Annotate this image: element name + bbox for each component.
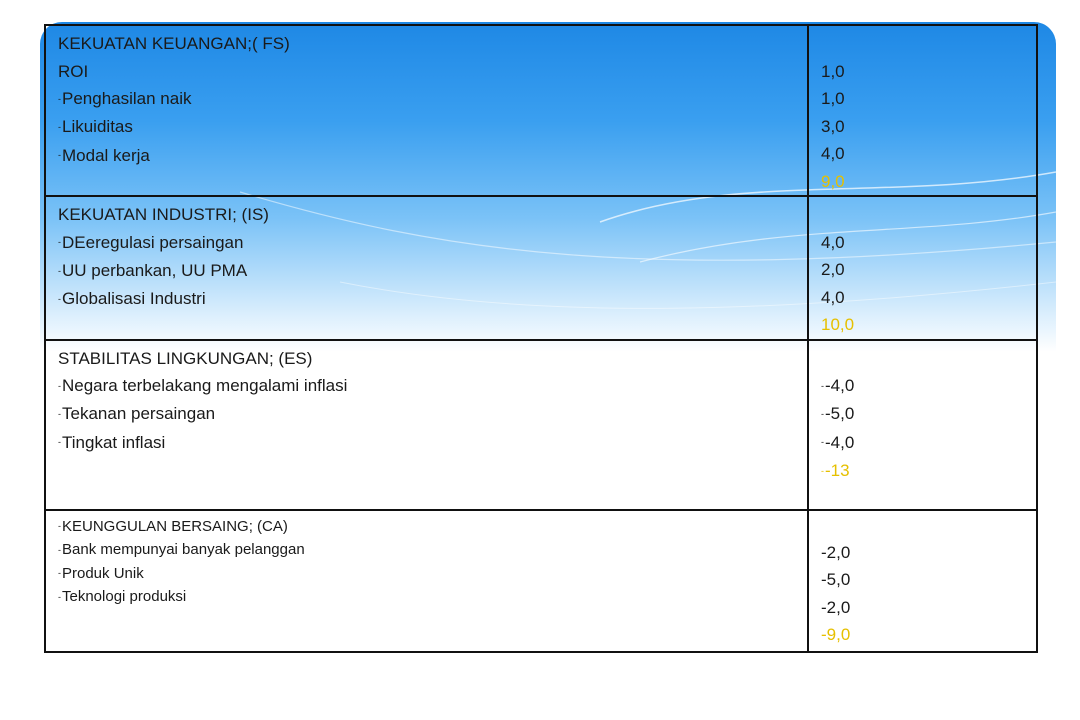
item-value: 4,0 [821, 232, 845, 252]
list-item [58, 229, 795, 257]
section-value-cell [808, 340, 1037, 510]
item-value: -2,0 [821, 597, 851, 617]
section-value-cell [808, 510, 1037, 652]
bullet-dash: - [58, 293, 61, 304]
section-total [821, 457, 1024, 485]
item-value: 1,0 [821, 61, 845, 81]
item-label: UU perbankan, UU PMA [62, 260, 248, 280]
item-label: Likuiditas [62, 117, 133, 137]
bullet-dash: - [58, 521, 61, 532]
list-item [58, 285, 795, 313]
item-label: Teknologi produksi [62, 588, 187, 606]
list-item [58, 400, 795, 428]
section-label-cell [45, 196, 808, 340]
bullet-dash: - [58, 265, 61, 276]
item-value: 2,0 [821, 260, 845, 279]
item-label: Produk Unik [62, 564, 144, 582]
section-total: -9,0 [821, 625, 851, 644]
section-title-text: KEUNGGULAN BERSAING; (CA) [62, 517, 288, 535]
list-item [58, 113, 795, 141]
item-value-text: -5,0 [825, 404, 855, 424]
section-label-cell [45, 25, 808, 196]
swot-score-table [44, 24, 1038, 653]
item-label: Penghasilan naik [62, 89, 192, 108]
item-value: -5,0 [821, 570, 851, 589]
section-title: KEKUATAN KEUANGAN;( FS) [58, 34, 290, 53]
section-total: 9,0 [821, 171, 845, 191]
value-dash: - [821, 437, 824, 448]
item-value: 4,0 [821, 287, 845, 307]
section-title [58, 515, 795, 539]
list-item [58, 85, 795, 113]
bullet-dash: - [58, 591, 61, 602]
table-row-financial-strength [45, 25, 1037, 196]
list-item [58, 538, 795, 562]
list-item [58, 257, 795, 285]
item-value-text: -4,0 [825, 376, 855, 395]
item-value: 4,0 [821, 144, 845, 163]
value-dash: - [821, 409, 824, 420]
item-value-text: -4,0 [825, 432, 855, 452]
section-total: 10,0 [821, 315, 855, 334]
item-value [821, 400, 1024, 428]
bullet-dash: - [58, 93, 61, 104]
bullet-dash: - [58, 544, 61, 555]
item-value: -2,0 [821, 542, 851, 562]
list-item [58, 585, 795, 609]
table-row-competitive-advantage [45, 510, 1037, 652]
section-total-text: -13 [825, 460, 850, 480]
list-item [58, 372, 795, 400]
item-value: 3,0 [821, 116, 845, 136]
bullet-dash: - [58, 437, 61, 448]
section-title: STABILITAS LINGKUNGAN; (ES) [58, 348, 313, 368]
item-label: Globalisasi Industri [62, 289, 206, 309]
table-row-industry-strength [45, 196, 1037, 340]
item-label: Tingkat inflasi [62, 432, 166, 452]
item-label: DEeregulasi persaingan [62, 232, 244, 252]
bullet-dash: - [58, 122, 61, 133]
item-value: 1,0 [821, 89, 845, 108]
value-dash: - [821, 465, 824, 476]
item-value [821, 429, 1024, 457]
bullet-dash: - [58, 568, 61, 579]
bullet-dash: - [58, 409, 61, 420]
table-row-environmental-stability [45, 340, 1037, 510]
item-label: ROI [58, 61, 89, 81]
item-value [821, 372, 1024, 400]
item-label: Bank mempunyai banyak pelanggan [62, 541, 305, 559]
list-item [58, 58, 795, 86]
section-value-cell [808, 196, 1037, 340]
section-label-cell [45, 510, 808, 652]
list-item [58, 429, 795, 457]
value-dash: - [821, 380, 824, 391]
item-label: Modal kerja [62, 145, 150, 165]
section-value-cell [808, 25, 1037, 196]
list-item [58, 562, 795, 586]
section-label-cell [45, 340, 808, 510]
item-label: Negara terbelakang mengalami inflasi [62, 376, 348, 395]
list-item [58, 142, 795, 170]
item-label: Tekanan persaingan [62, 404, 216, 424]
bullet-dash: - [58, 237, 61, 248]
bullet-dash: - [58, 380, 61, 391]
bullet-dash: - [58, 150, 61, 161]
section-title: KEKUATAN INDUSTRI; (IS) [58, 205, 269, 224]
